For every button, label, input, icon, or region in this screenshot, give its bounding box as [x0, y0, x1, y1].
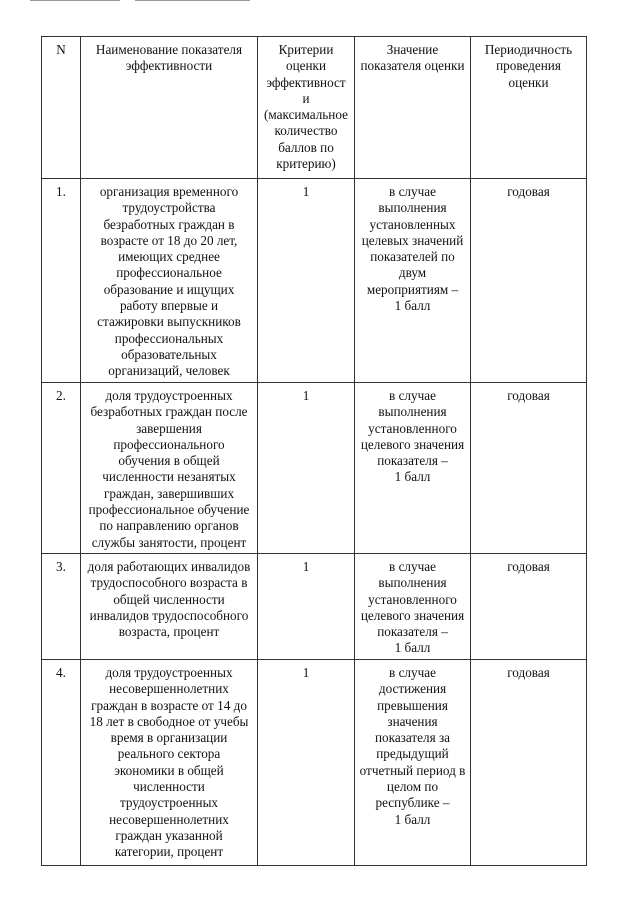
row-periodicity: годовая	[471, 383, 587, 554]
row-number: 4.	[42, 659, 81, 865]
header-number: N	[42, 37, 81, 179]
row-number: 2.	[42, 383, 81, 554]
table-header-row	[42, 37, 587, 179]
table-row	[42, 383, 587, 554]
row-indicator-name: организация временного трудоустройства безработных граждан в возрасте от 18 до 20 лет, имеющих среднее профессиональное образование и ищущих работу впервые и стажировки выпускников профессиональных образовательных организаций, человек	[81, 179, 258, 383]
row-criteria: 1	[258, 179, 355, 383]
row-indicator-value: в случае выполнения установленных целевых значений показателей по двум мероприятиям – 1 балл	[355, 179, 471, 383]
header-indicator-value: Значение показателя оценки	[355, 37, 471, 179]
table-row	[42, 553, 587, 659]
table-row	[42, 659, 587, 865]
scan-edge-mark	[135, 0, 250, 1]
efficiency-indicators-table	[41, 36, 587, 866]
row-number: 3.	[42, 553, 81, 659]
scan-edge-mark	[30, 0, 120, 1]
row-periodicity: годовая	[471, 179, 587, 383]
header-criteria: Критерии оценки эффективност и (максимальное количество баллов по критерию)	[258, 37, 355, 179]
header-indicator-name: Наименование показателя эффективности	[81, 37, 258, 179]
row-indicator-name: доля трудоустроенных безработных граждан после завершения профессионального обучения в общей численности незанятых граждан, завершивших профессиональное обучение по направлению органов службы занятости, процент	[81, 383, 258, 554]
row-number: 1.	[42, 179, 81, 383]
table-row	[42, 179, 587, 383]
row-periodicity: годовая	[471, 659, 587, 865]
row-criteria: 1	[258, 659, 355, 865]
row-indicator-value: в случае достижения превышения значения показателя за предыдущий отчетный период в целом по республике – 1 балл	[355, 659, 471, 865]
row-indicator-name: доля работающих инвалидов трудоспособного возраста в общей численности инвалидов трудоспособного возраста, процент	[81, 553, 258, 659]
row-indicator-name: доля трудоустроенных несовершеннолетних граждан в возрасте от 14 до 18 лет в свободное от учебы время в организации реального сектора экономики в общей численности трудоустроенных несовершеннолетних граждан указанной категории, процент	[81, 659, 258, 865]
row-indicator-value: в случае выполнения установленного целевого значения показателя – 1 балл	[355, 553, 471, 659]
row-criteria: 1	[258, 383, 355, 554]
row-indicator-value: в случае выполнения установленного целевого значения показателя – 1 балл	[355, 383, 471, 554]
row-periodicity: годовая	[471, 553, 587, 659]
header-periodicity: Периодичность проведения оценки	[471, 37, 587, 179]
row-criteria: 1	[258, 553, 355, 659]
